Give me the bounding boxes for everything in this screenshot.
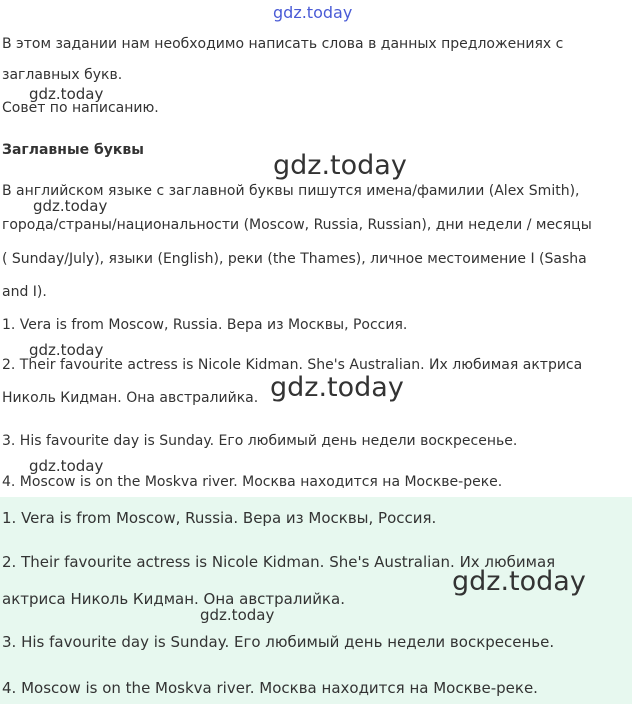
tip-line: Совет по написанию.	[2, 100, 159, 116]
answer-1: 1. Vera is from Moscow, Russia. Вера из Москвы, Россия.	[2, 509, 437, 527]
rule-title: Заглавные буквы	[2, 142, 144, 158]
answer-4: 4. Moscow is on the Moskva river. Москва находится на Москве-реке.	[2, 679, 538, 697]
answer-2b: актриса Николь Кидман. Она австралийка.	[2, 590, 345, 608]
sentence-2b: Николь Кидман. Она австралийка.	[2, 390, 259, 406]
watermark: gdz.today	[29, 341, 104, 359]
sentence-1: 1. Vera is from Moscow, Russia. Вера из Москвы, Россия.	[2, 317, 408, 333]
watermark-large: gdz.today	[270, 372, 404, 403]
rule-line-1: В английском языке с заглавной буквы пишутся имена/фамилии (Alex Smith),	[2, 183, 580, 199]
watermark-large: gdz.today	[452, 566, 586, 597]
watermark-top: gdz.today	[273, 3, 353, 22]
watermark: gdz.today	[33, 197, 108, 215]
answer-3: 3. His favourite day is Sunday. Его любимый день недели воскресенье.	[2, 633, 555, 651]
watermark: gdz.today	[29, 85, 104, 103]
answer-2a: 2. Their favourite actress is Nicole Kidman. She's Australian. Их любимая	[2, 553, 556, 571]
rule-line-2: города/страны/национальности (Moscow, Russia, Russian), дни недели / месяцы	[2, 217, 592, 233]
rule-line-4: and I).	[2, 284, 47, 300]
watermark-large: gdz.today	[273, 150, 407, 181]
watermark: gdz.today	[29, 457, 104, 475]
intro-line-1: В этом задании нам необходимо написать слова в данных предложениях с	[2, 36, 564, 52]
sentence-2a: 2. Their favourite actress is Nicole Kidman. She's Australian. Их любимая актриса	[2, 357, 583, 373]
rule-line-3: ( Sunday/July), языки (English), реки (the Thames), личное местоимение I (Sasha	[2, 251, 587, 267]
intro-line-2: заглавных букв.	[2, 67, 123, 83]
sentence-4: 4. Moscow is on the Moskva river. Москва находится на Москве-реке.	[2, 474, 503, 490]
watermark: gdz.today	[200, 606, 275, 624]
sentence-3: 3. His favourite day is Sunday. Его любимый день недели воскресенье.	[2, 433, 518, 449]
